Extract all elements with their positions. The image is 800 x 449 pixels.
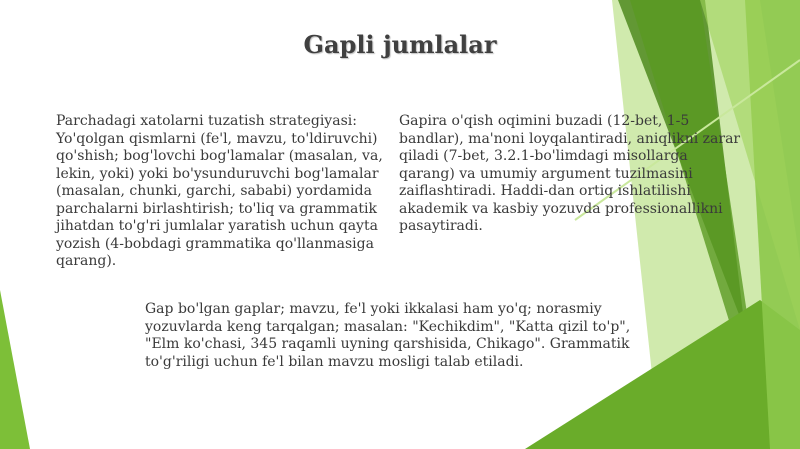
bottom-text-block: Gap bo'lgan gaplar; mavzu, fe'l yoki ikkalasi ham yo'q; norasmiy yozuvlarda keng tarqalgan; masalan: "Kechikdim", "Katta qizil to'p", "Elm ko'chasi, 345 raqamli uyning qarshisida, Chikago". Grammatik to'g'riligi uchun fe'l bilan mavzu mosligi talab etiladi. (145, 301, 631, 370)
left-facet (0, 290, 30, 449)
right-text-block: Gapira o'qish oqimini buzadi (12-bet, 1-5 bandlar), ma'noni loyqalantiradi, aniqlikni zarar qiladi (7-bet, 3.2.1-bo'limdagi misollarga qarang) va umumiy argument tuzilmasini zaiflashtiradi. Haddi-dan ortiq ishlatilishi akademik va kasbiy yozuvda professionallikni pasaytiradi. (399, 113, 741, 234)
slide-title: Gapli jumlalar (303, 30, 497, 59)
left-text-block: Parchadagi xatolarni tuzatish strategiyasi: Yo'qolgan qismlarni (fe'l, mavzu, to'ldiruvchi) qo'shish; bog'lovchi bog'lamalar (masalan, va, lekin, yoki) yoki bo'ysunduruvchi bog'lamalar (masalan, chunki, garchi, sababi) yordamida parchalarni birlashtirish; to'liq va grammatik jihatdan to'g'ri jumlalar yaratish uchun qayta yozish (4-bobdagi grammatika qo'llanmasiga qarang). (56, 113, 383, 269)
